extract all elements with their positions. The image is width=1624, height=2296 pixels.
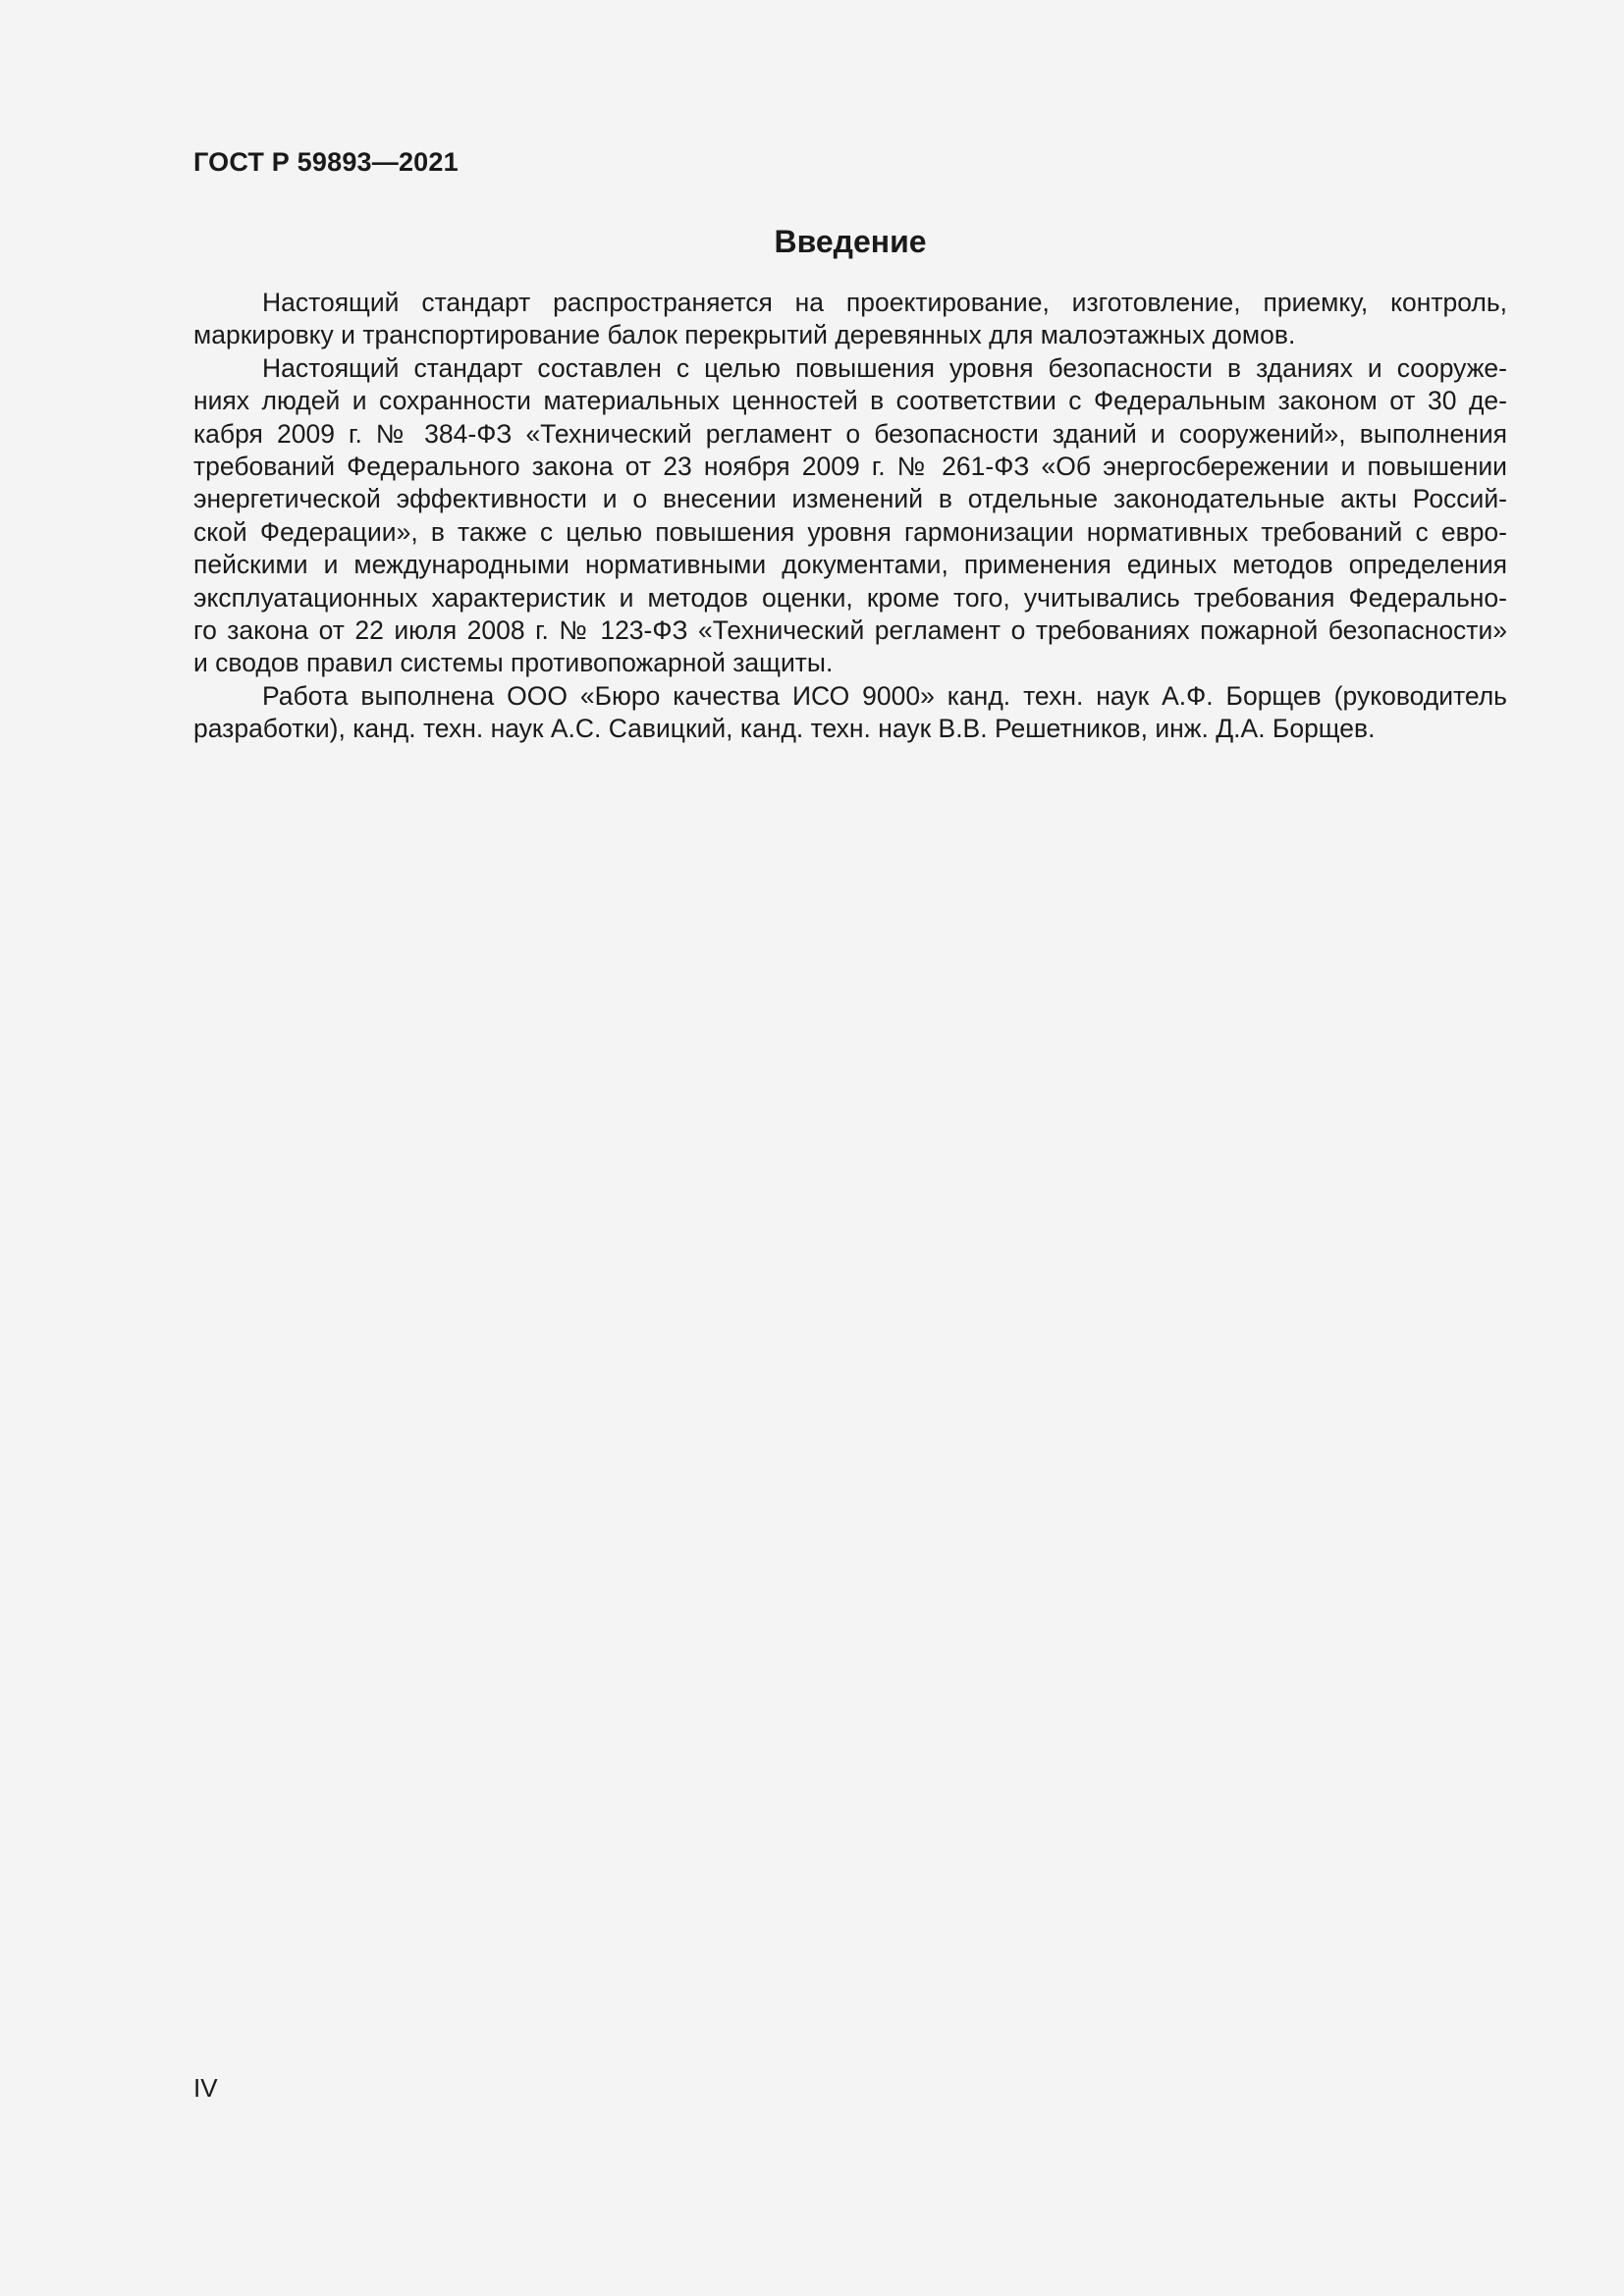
- paragraph-2-line: энергетической эффективности и о внесении изменений в отдельные законодательные акты Россий-: [193, 484, 1507, 514]
- paragraph-2-line: и сводов правил системы противопожарной защиты.: [193, 648, 834, 678]
- paragraph-2-line: требований Федерального закона от 23 ноября 2009 г. № 261-ФЗ «Об энергосбережении и повышении: [193, 451, 1507, 481]
- paragraph-2-line: эксплуатационных характеристик и методов оценки, кроме того, учитывались требования Федерально-: [193, 582, 1507, 613]
- page-number: IV: [193, 2073, 218, 2103]
- paragraph-2-line: го закона от 22 июля 2008 г. № 123-ФЗ «Технический регламент о требованиях пожарной безопасности»: [193, 614, 1507, 645]
- paragraph-2-line: пейскими и международными нормативными документами, применения единых методов определения: [193, 550, 1507, 580]
- paragraph-3-line: разработки), канд. техн. наук А.С. Савицкий, канд. техн. наук В.В. Решетников, инж. Д.А. Борщев.: [193, 714, 1376, 744]
- paragraph-1-line: маркировку и транспортирование балок перекрытий деревянных для малоэтажных домов.: [193, 320, 1296, 350]
- paragraph-3-line: Работа выполнена ООО «Бюро качества ИСО 9000» канд. техн. наук А.Ф. Борщев (руководитель: [262, 680, 1507, 711]
- paragraph-2-line: кабря 2009 г. № 384-ФЗ «Технический регламент о безопасности зданий и сооружений», выполнения: [193, 418, 1507, 449]
- paragraph-2-line: ниях людей и сохранности материальных ценностей в соответствии с Федеральным законом от 30 де-: [193, 386, 1507, 416]
- introduction-body: [193, 287, 1507, 745]
- paragraph-2-line: Настоящий стандарт составлен с целью повышения уровня безопасности в зданиях и сооруже-: [262, 352, 1507, 383]
- paragraph-1-line: Настоящий стандарт распространяется на проектирование, изготовление, приемку, контроль,: [262, 288, 1507, 317]
- standard-id: ГОСТ Р 59893—2021: [193, 147, 459, 177]
- section-title: Введение: [774, 224, 927, 259]
- paragraph-2-line: ской Федерации», в также с целью повышения уровня гармонизации нормативных требований с евро-: [193, 516, 1507, 547]
